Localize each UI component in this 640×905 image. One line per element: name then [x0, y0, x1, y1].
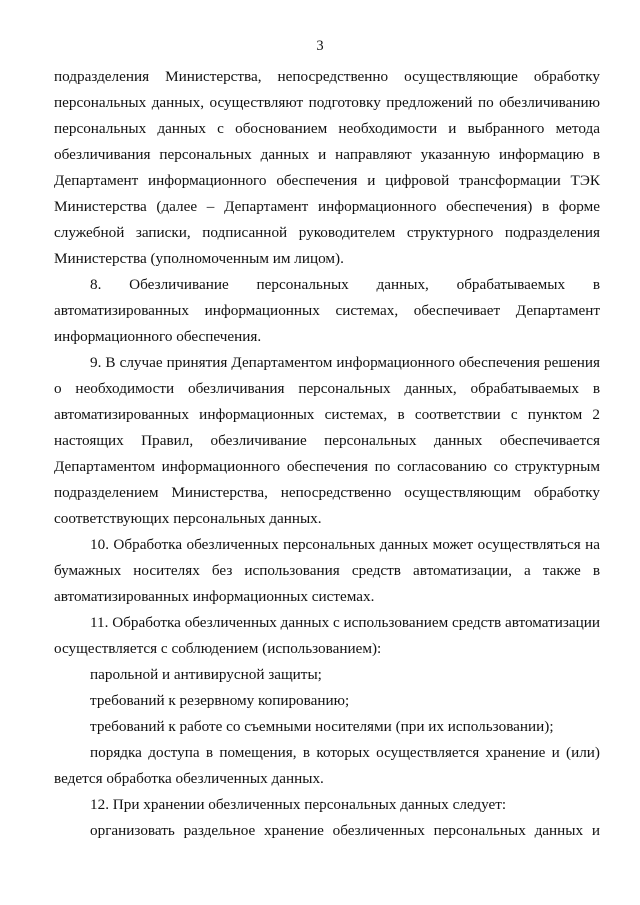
- paragraph-p-11-item-1: [54, 662, 600, 688]
- text-line: персональных данных с обоснованием необходимости и выбранного метода: [54, 120, 600, 137]
- text-line: Департаментом информационного обеспечения по согласованию со структурным: [54, 458, 600, 475]
- text-line: информационного обеспечения.: [54, 328, 262, 345]
- text-line: автоматизированных информационных системах, обеспечивает Департамент: [54, 302, 600, 319]
- text-line: ведется обработка обезличенных данных.: [54, 770, 324, 787]
- text-line: о необходимости обезличивания персональных данных, обрабатываемых в: [54, 380, 600, 397]
- paragraph-p-12: [54, 792, 600, 818]
- paragraph-p-8: [54, 272, 600, 350]
- text-line: Департамент информационного обеспечения и цифровой трансформации ТЭК: [54, 172, 600, 189]
- text-line: автоматизированных информационных системах.: [54, 588, 375, 605]
- paragraph-p-9: [54, 350, 600, 532]
- text-line: настоящих Правил, обезличивание персональных данных обеспечивается: [54, 432, 600, 449]
- text-line: подразделением Министерства, непосредственно осуществляющим обработку: [54, 484, 600, 501]
- paragraph-p-12-item-1: [54, 818, 600, 844]
- text-line: Министерства (уполномоченным им лицом).: [54, 250, 344, 267]
- paragraph-p-continuation: [54, 64, 600, 272]
- text-line: автоматизированных информационных системах, в соответствии с пунктом 2: [54, 406, 600, 423]
- page-number: 3: [316, 38, 324, 54]
- paragraph-p-11-item-3: [54, 714, 600, 740]
- text-line: Министерства (далее – Департамент информационного обеспечения) в форме: [54, 198, 600, 215]
- text-line: требований к резервному копированию;: [90, 692, 350, 709]
- text-line: соответствующих персональных данных.: [54, 510, 322, 527]
- paragraph-p-11: [54, 610, 600, 662]
- text-line: 11. Обработка обезличенных данных с использованием средств автоматизации: [90, 614, 601, 631]
- text-line: 8. Обезличивание персональных данных, обрабатываемых в: [90, 276, 600, 293]
- paragraph-p-11-item-2: [54, 688, 600, 714]
- text-line: подразделения Министерства, непосредственно осуществляющие обработку: [54, 68, 600, 85]
- text-line: 12. При хранении обезличенных персональных данных следует:: [90, 796, 507, 813]
- text-line: организовать раздельное хранение обезличенных персональных данных и: [90, 822, 600, 839]
- document-body: [54, 64, 600, 844]
- text-line: персональных данных, осуществляют подготовку предложений по обезличиванию: [54, 94, 600, 111]
- text-line: бумажных носителях без использования средств автоматизации, а также в: [54, 562, 600, 579]
- text-line: осуществляется с соблюдением (использованием):: [54, 640, 382, 657]
- text-line: 10. Обработка обезличенных персональных данных может осуществляться на: [90, 536, 600, 553]
- text-line: обезличивания персональных данных и направляют указанную информацию в: [54, 146, 600, 163]
- text-line: служебной записки, подписанной руководителем структурного подразделения: [54, 224, 600, 241]
- text-line: порядка доступа в помещения, в которых осуществляется хранение и (или): [90, 744, 600, 761]
- text-line: требований к работе со съемными носителями (при их использовании);: [90, 718, 554, 735]
- paragraph-p-10: [54, 532, 600, 610]
- text-line: 9. В случае принятия Департаментом информационного обеспечения решения: [90, 354, 600, 371]
- paragraph-p-11-item-4: [54, 740, 600, 792]
- text-line: парольной и антивирусной защиты;: [90, 666, 322, 683]
